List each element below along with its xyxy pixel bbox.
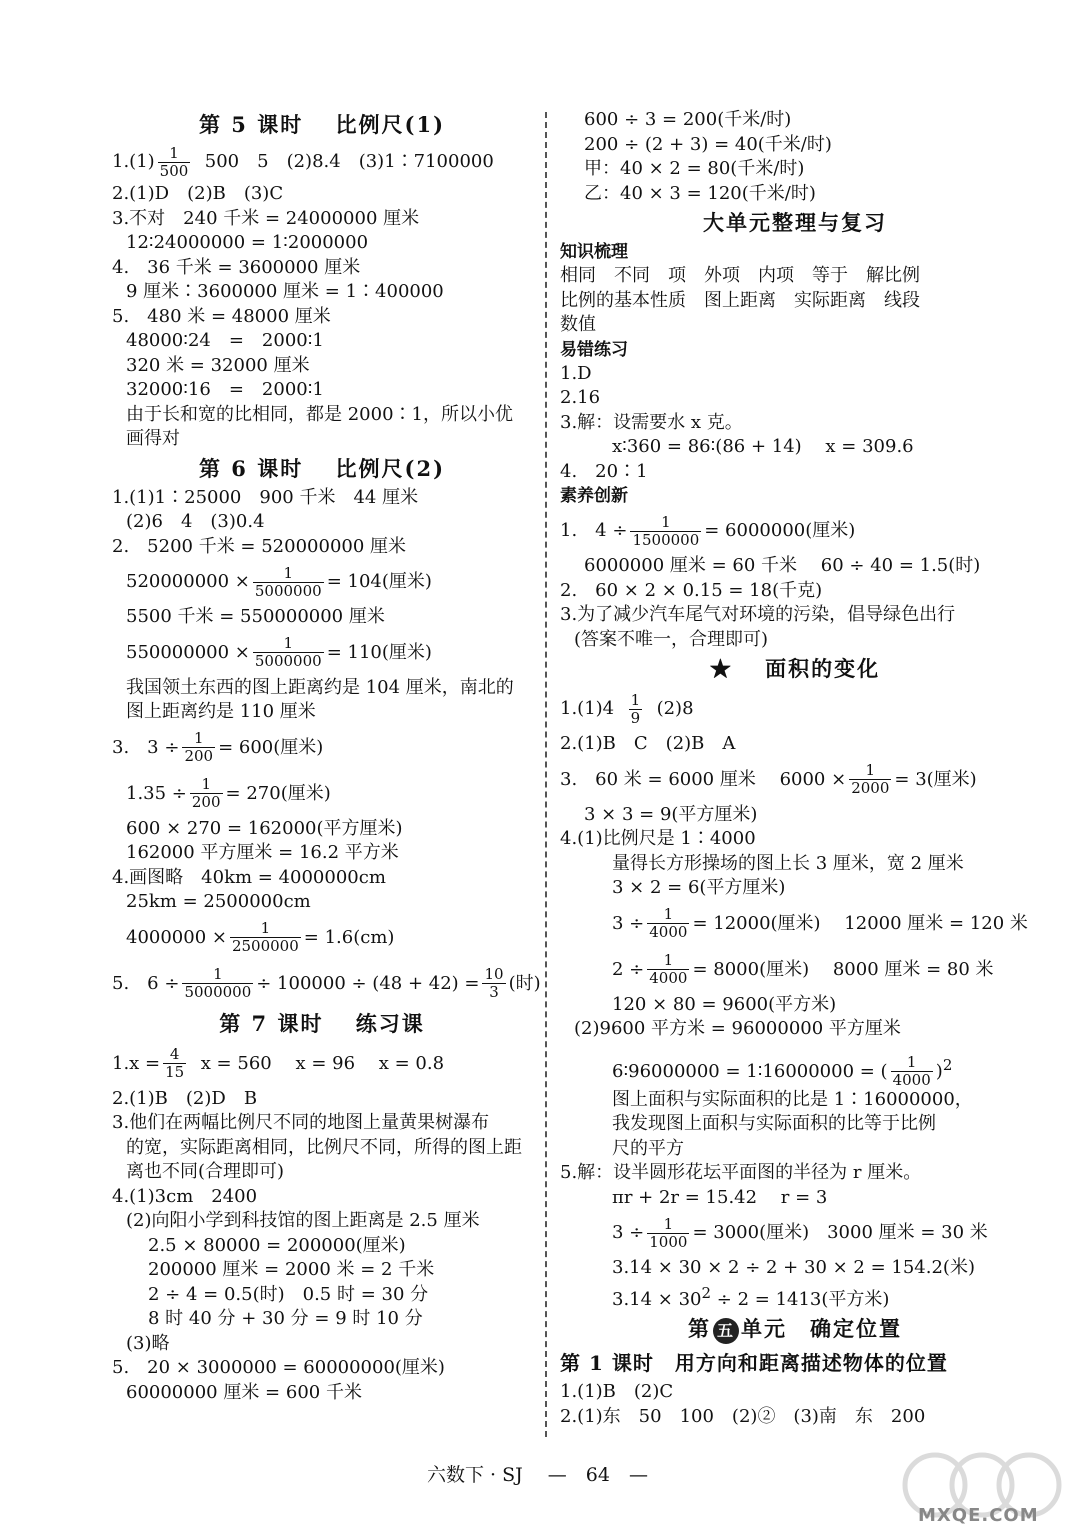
- answer-line: 120 × 80 = 9600(平方米): [612, 993, 837, 1015]
- fraction: $\frac{10}{3}$: [484, 965, 504, 1001]
- answer-line: (2)向阳小学到科技馆的图上距离是 2.5 厘米: [126, 1210, 480, 1231]
- section-title-review: 大单元整理与复习: [703, 210, 887, 235]
- answer-line: 4000000 × $\frac{1}{2500000}$ = 1.6(cm): [126, 919, 395, 955]
- answer-line: 6∶96000000 = 1∶16000000 = ( $\frac{1}{4000}$ )$^2$: [612, 1053, 953, 1089]
- fraction: $\frac{1}{5000000}$: [184, 965, 252, 1001]
- answer-line: 60000000 厘米 = 600 千米: [126, 1381, 362, 1403]
- answer-line: (2)6 4 (3)0.4: [126, 511, 265, 532]
- answer-line: 2.(1)B (2)D B: [112, 1087, 258, 1109]
- answer-line: $3.14 \times 30^2 \div 2 = 1413$(平方米): [612, 1283, 890, 1310]
- subheading-mistakes: 易错练习: [560, 339, 628, 360]
- fraction: $\frac{1}{4000}$: [892, 1053, 931, 1089]
- answer-line: 1.(1)B (2)C: [560, 1381, 674, 1402]
- answer-line: 2.(1)B C (2)B A: [560, 733, 736, 754]
- answer-line: (2)9600 平方米 = 96000000 平方厘米: [574, 1018, 901, 1039]
- answer-line: 5. 6 ÷ $\frac{1}{5000000}$ ÷ 100000 ÷ (48 + 42) = $\frac{10}{3}$ (时): [112, 965, 541, 1001]
- answer-line: 比例的基本性质 图上距离 实际距离 线段: [560, 289, 920, 311]
- answer-line: πr + 2r = 15.42 r = 3: [612, 1186, 828, 1208]
- fraction: $\frac{1}{2000}$: [851, 761, 890, 797]
- lesson-title: 第 1 课时 用方向和距离描述物体的位置: [560, 1351, 948, 1375]
- unit-number-badge: 五: [713, 1318, 739, 1344]
- fraction: $\frac{1}{1500000}$: [632, 512, 700, 549]
- section-title-lesson7: 第 7 课时 练习课: [219, 1010, 425, 1036]
- left-column: [112, 108, 541, 1405]
- fraction: $\frac{1}{1000}$: [649, 1214, 688, 1251]
- answer-line: 量得长方形操场的图上长 3 厘米，宽 2 厘米: [612, 852, 964, 874]
- answer-line: 162000 平方厘米 = 16.2 平方米: [126, 842, 399, 863]
- fraction: $\frac{1}{5000000}$: [254, 634, 322, 670]
- answer-line: 8 时 40 分 + 30 分 = 9 时 10 分: [148, 1308, 423, 1329]
- fraction: $\frac{1}{9}$: [630, 690, 641, 727]
- answer-line: 6000000 厘米 = 60 千米 60 ÷ 40 = 1.5(时): [584, 555, 981, 576]
- answer-line: 2.(1)东 50 100 (2)② (3)南 东 200: [560, 1405, 926, 1427]
- answer-line: 4. 36 千米 = 3600000 厘米: [112, 256, 361, 278]
- answer-line: 4. 20∶1: [560, 460, 648, 482]
- section-title-lesson6: 第 6 课时 比例尺(2): [198, 455, 446, 481]
- answer-line: 相同 不同 项 外项 内项 等于 解比例: [560, 265, 920, 286]
- answer-line: 600 ÷ 3 = 200(千米/时): [584, 109, 792, 130]
- answer-line: 2. 60 × 2 × 0.15 = 18(千克): [560, 579, 823, 601]
- answer-line: 1.x = $\frac{4}{15}$ x = 560 x = 96 x = 0.8: [112, 1045, 445, 1081]
- answer-line: 600 × 270 = 162000(平方厘米): [126, 817, 403, 839]
- answer-line: 尺的平方: [612, 1137, 684, 1159]
- answer-line: 数值: [560, 314, 596, 335]
- answer-line: 550000000 × $\frac{1}{5000000}$ = 110(厘米): [126, 634, 432, 670]
- answer-line: 200000 厘米 = 2000 米 = 2 千米: [148, 1259, 435, 1280]
- answer-line: 5500 千米 = 550000000 厘米: [126, 606, 385, 627]
- answer-line: 9 厘米∶3600000 厘米 = 1∶400000: [126, 281, 444, 302]
- page-footer: 六数下 · SJ — 64 —: [427, 1464, 648, 1486]
- right-column: [560, 108, 1030, 1429]
- answer-line: 3 ÷ $\frac{1}{1000}$ = 3000(厘米) 3000 厘米 = 30 米: [612, 1214, 988, 1251]
- answer-line: (答案不唯一，合理即可): [574, 628, 769, 650]
- fraction: $\frac{1}{200}$: [184, 729, 214, 765]
- answer-line: 5.解：设半圆形花坛平面图的半径为 r 厘米。: [560, 1162, 922, 1183]
- answer-line: 2 ÷ 4 = 0.5(时) 0.5 时 = 30 分: [148, 1283, 429, 1305]
- fraction: $\frac{1}{4000}$: [649, 951, 688, 987]
- answer-line: 1.D: [560, 362, 592, 384]
- answer-line: 1.(1)1∶25000 900 千米 44 厘米: [112, 486, 419, 508]
- subheading-innovation: 素养创新: [560, 486, 628, 506]
- answer-line: 由于长和宽的比相同，都是 2000∶1，所以小优: [126, 403, 513, 425]
- answer-line: 5. 480 米 = 48000 厘米: [112, 305, 331, 327]
- fraction: $\frac{1}{4000}$: [649, 905, 688, 941]
- answer-line: 2. 5200 千米 = 520000000 厘米: [112, 535, 407, 557]
- fraction: $\frac{1}{200}$: [191, 775, 221, 811]
- section-title-area-change: ★ 面积的变化: [709, 656, 881, 681]
- answer-line: 3 × 3 = 9(平方厘米): [584, 803, 758, 825]
- answer-line: 3.为了减少汽车尾气对环境的污染，倡导绿色出行: [560, 604, 956, 625]
- answer-line: 3. 3 ÷ $\frac{1}{200}$ = 600(厘米): [112, 729, 324, 765]
- answer-line: 200 ÷ (2 + 3) = 40(千米/时): [584, 133, 832, 155]
- watermark-text: MXQE.COM: [918, 1505, 1039, 1526]
- answer-line: 我发现图上面积与实际面积的比等于比例: [612, 1113, 936, 1134]
- answer-line: 3.他们在两幅比例尺不同的地图上量黄果树瀑布: [112, 1112, 490, 1133]
- answer-line: 甲：40 × 2 = 80(千米/时): [584, 158, 805, 179]
- answer-line: 3.解：设需要水 x 克。: [560, 411, 743, 433]
- answer-line: 2 ÷ $\frac{1}{4000}$ = 8000(厘米) 8000 厘米 = 80 米: [612, 951, 994, 987]
- answer-line: 4.(1)3cm 2400: [112, 1185, 258, 1207]
- answer-line: 4.画图略 40km = 4000000cm: [112, 866, 386, 888]
- answer-line: 画得对: [126, 428, 180, 449]
- fraction: $\frac{1}{2500000}$: [231, 919, 299, 955]
- answer-line: 3.14 × 30 × 2 ÷ 2 + 30 × 2 = 154.2(米): [612, 1257, 975, 1278]
- answer-line: 2.(1)D (2)B (3)C: [112, 183, 284, 204]
- answer-line: 图上距离约是 110 厘米: [126, 701, 316, 722]
- answer-line: 1. 4 ÷ $\frac{1}{1500000}$ = 6000000(厘米): [560, 512, 856, 549]
- answer-line: 520000000 × $\frac{1}{5000000}$ = 104(厘米): [126, 563, 432, 600]
- fraction: $\frac{1}{5000000}$: [254, 563, 322, 600]
- answer-line: 图上面积与实际面积的比是 1∶16000000，: [612, 1088, 973, 1110]
- answer-line: 3 × 2 = 6(平方厘米): [612, 877, 786, 898]
- answer-line: 1.(1)4 $\frac{1}{9}$ (2)8: [560, 690, 694, 727]
- answer-line: 3 ÷ $\frac{1}{4000}$ = 12000(厘米) 12000 厘米 = 120 米: [612, 905, 1028, 941]
- fraction: $\frac{4}{15}$: [165, 1045, 185, 1081]
- column-divider: [545, 112, 547, 1437]
- answer-line: 4.(1)比例尺是 1∶4000: [560, 828, 756, 849]
- answer-line: 离也不同(合理即可): [126, 1161, 285, 1182]
- answer-line: 3. 60 米 = 6000 厘米 6000 × $\frac{1}{2000}$ = 3(厘米): [560, 761, 977, 797]
- answer-line: x∶360 = 86∶(86 + 14) x = 309.6: [612, 436, 914, 457]
- answer-line: 我国领土东西的图上距离约是 104 厘米，南北的: [126, 676, 514, 698]
- answer-line: 48000∶24 = 2000∶1: [126, 330, 324, 351]
- answer-line: 3.不对 240 千米 = 24000000 厘米: [112, 207, 420, 229]
- section-title-lesson5: 第 5 课时 比例尺(1): [198, 112, 446, 137]
- answer-line: 2.5 × 80000 = 200000(厘米): [148, 1234, 406, 1256]
- subheading-knowledge: 知识梳理: [560, 242, 628, 262]
- answer-line: 5. 20 × 3000000 = 60000000(厘米): [112, 1357, 445, 1378]
- answer-line: 12∶24000000 = 1∶2000000: [126, 232, 369, 253]
- answer-line: 乙：40 × 3 = 120(千米/时): [584, 182, 816, 204]
- answer-line: 2.16: [560, 387, 601, 408]
- fraction: $\frac{1}{500}$: [159, 143, 189, 180]
- answer-line: 1.(1) $\frac{1}{500}$ 500 5 (2)8.4 (3)1∶7100000: [112, 143, 494, 180]
- answer-line: 32000∶16 = 2000∶1: [126, 379, 324, 400]
- answer-line: (3)略: [126, 1332, 170, 1354]
- unit-title: 第 五 单元 确定位置: [560, 1312, 1030, 1346]
- answer-line: 320 米 = 32000 厘米: [126, 354, 310, 376]
- answer-line: 1.35 ÷ $\frac{1}{200}$ = 270(厘米): [126, 775, 331, 811]
- answer-line: 的宽，实际距离相同，比例尺不同，所得的图上距: [126, 1136, 522, 1158]
- answer-line: 25km = 2500000cm: [126, 891, 311, 912]
